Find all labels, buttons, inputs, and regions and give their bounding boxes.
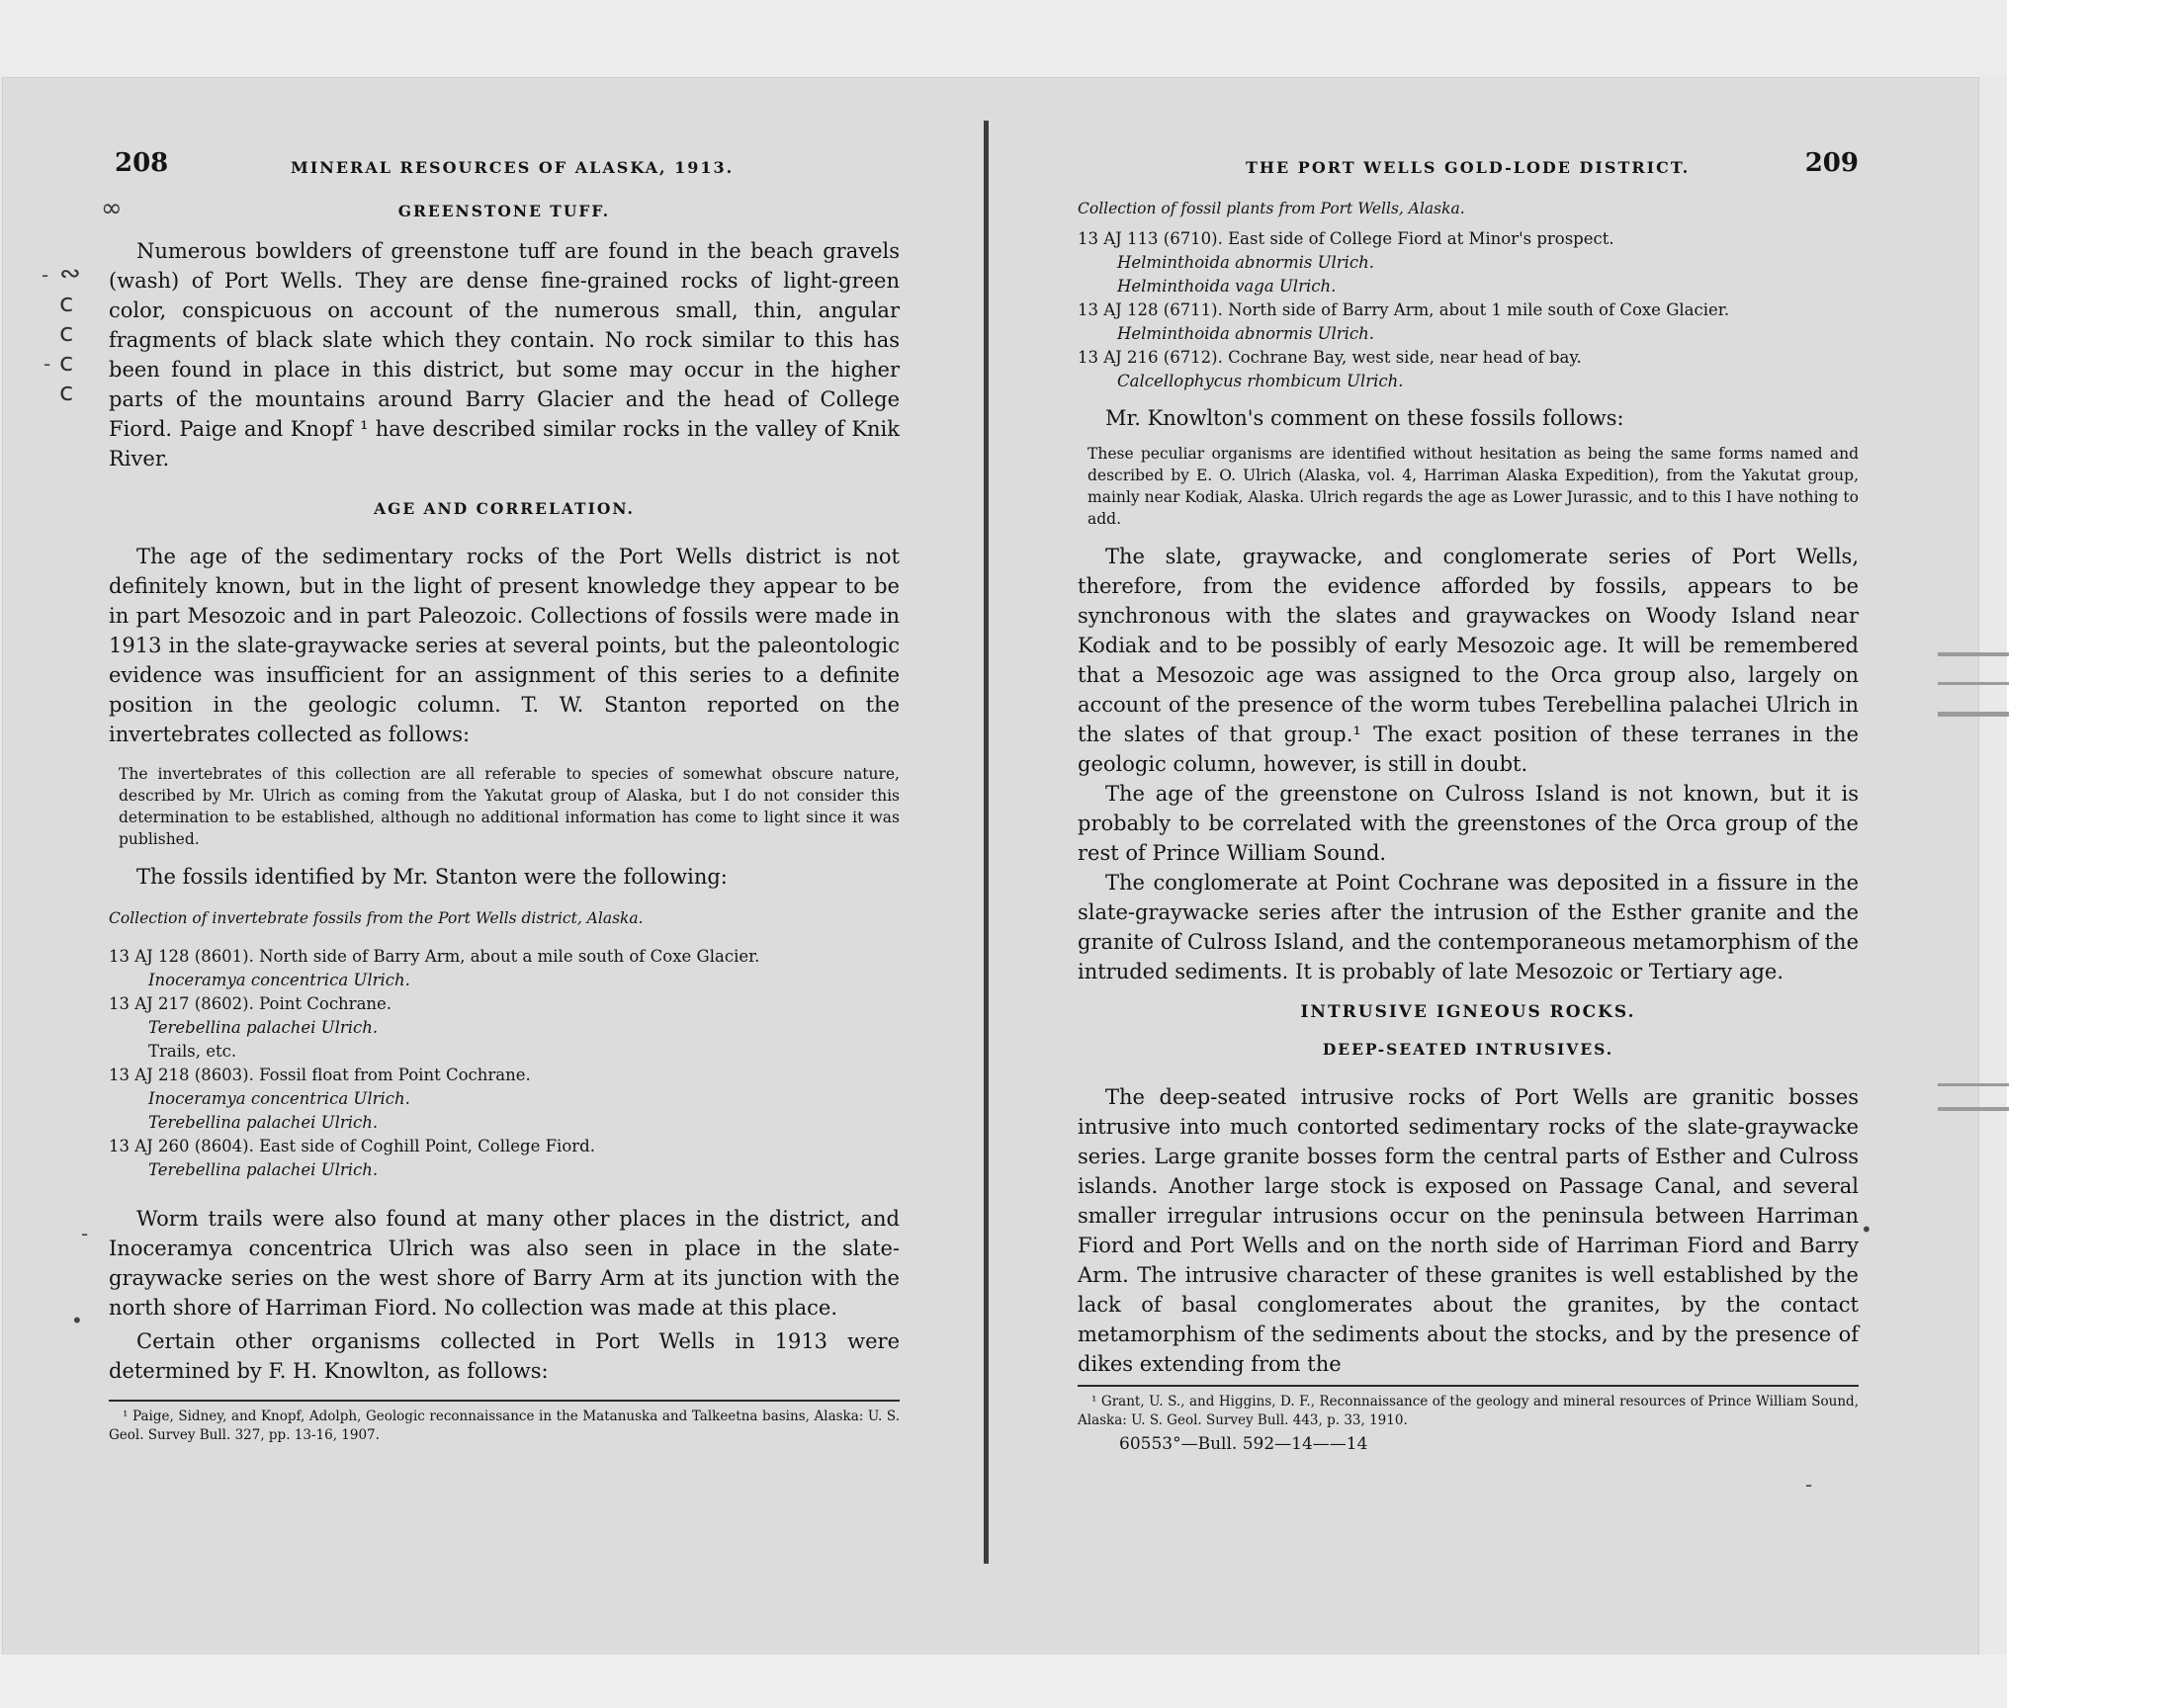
station-line: 13 AJ 113 (6710). East side of College Fiord at Minor's prospect. [1078, 229, 1614, 248]
station-line: 13 AJ 128 (6711). North side of Barry Arm, about 1 mile south of Coxe Glacier. [1078, 300, 1730, 319]
station-line: 13 AJ 217 (8602). Point Cochrane. [109, 994, 392, 1013]
section-heading-deep-seated: DEEP-SEATED INTRUSIVES. [1322, 1040, 1614, 1059]
list-item [1078, 227, 1859, 299]
plant-collection-caption: Collection of fossil plants from Port Wells, Alaska. [1078, 200, 1465, 217]
scan-artifact [1938, 1107, 2009, 1111]
margin-tick: - [1805, 1473, 1813, 1496]
right-running-head [1078, 148, 1859, 192]
left-running-head [109, 148, 900, 192]
scan-bottom-margin [0, 1655, 2007, 1708]
margin-tick: - [81, 1222, 89, 1245]
margin-annotation: c [59, 289, 74, 318]
footnote-grant-higgins: ¹ Grant, U. S., and Higgins, D. F., Reconnaissance of the geology and mineral resources of Prince William Sound, Alaska: U. S. Geol. Survey Bull. 443, p. 33, 1910. [1078, 1394, 1859, 1428]
paragraph-deep-seated-intrusives: The deep-seated intrusive rocks of Port Wells are granitic bosses intrusive into much contorted sedimentary rocks of the slate-graywacke series. Large granite bosses form the central parts of Esther and Culross islands. Another large stock is exposed on Passage Canal, and several smaller irregular intrusions occur on the peninsula between Harriman Fiord and Port Wells and on the north side of Harriman Fiord and Barry Arm. The intrusive character of these granites is well established by the lack of basal conglomerates about the granites, by the contact metamorphism of the sediments about the stocks, and by the presence of dikes extending from the [1078, 1085, 1859, 1376]
margin-annotation: c [59, 348, 74, 378]
species-name: Calcellophycus rhombicum Ulrich. [1117, 372, 1404, 390]
signature-line: 60553°—Bull. 592—14——14 [1119, 1434, 1368, 1454]
section-heading-greenstone-tuff: GREENSTONE TUFF. [397, 202, 611, 220]
list-item [1078, 299, 1859, 346]
margin-tick: • [71, 1309, 83, 1332]
margin-annotation: ∾ [59, 259, 81, 289]
knowlton-intro: Mr. Knowlton's comment on these fossils follows: [1105, 406, 1624, 430]
running-title: THE PORT WELLS GOLD-LODE DISTRICT. [1246, 158, 1691, 177]
left-page [109, 148, 900, 1445]
list-item [109, 1064, 900, 1135]
species-name: Inoceramya concentrica Ulrich. [148, 1089, 410, 1108]
paragraph-point-cochrane: The conglomerate at Point Cochrane was deposited in a fissure in the slate-graywacke series after the intrusion of the Esther granite and the granite of Culross Island, and the contemporaneous metamorphism of the intruded sediments. It is probably of late Mesozoic or Tertiary age. [1078, 871, 1859, 983]
margin-annotation: c [59, 378, 74, 407]
station-line: 13 AJ 216 (6712). Cochrane Bay, west side, near head of bay. [1078, 348, 1582, 367]
gutter-line [984, 121, 989, 1564]
paragraph-culross-greenstone: The age of the greenstone on Culross Island is not known, but it is probably to be correlated with the greenstones of the Orca group of the rest of Prince William Sound. [1078, 782, 1859, 865]
fossils-intro: The fossils identified by Mr. Stanton were the following: [136, 865, 728, 889]
invertebrate-collection-list [109, 945, 900, 1182]
list-item [109, 945, 900, 992]
margin-annotation: ∞ [101, 194, 123, 223]
species-name: Inoceramya concentrica Ulrich. [148, 971, 410, 989]
station-line: 13 AJ 260 (8604). East side of Coghill Point, College Fiord. [109, 1137, 595, 1155]
section-heading-age-correlation: AGE AND CORRELATION. [374, 499, 635, 518]
station-line: 13 AJ 218 (8603). Fossil float from Point Cochrane. [109, 1066, 531, 1084]
extra-note: Trails, etc. [148, 1042, 237, 1061]
plant-collection-list [1078, 227, 1859, 393]
scan-artifact [1938, 712, 2009, 717]
species-name: Helminthoida vaga Ulrich. [1117, 277, 1337, 296]
list-item [109, 1135, 900, 1182]
species-name: Terebellina palachei Ulrich. [148, 1018, 379, 1037]
species-name: Terebellina palachei Ulrich. [148, 1160, 379, 1179]
paragraph-other-organisms: Certain other organisms collected in Port Wells in 1913 were determined by F. H. Knowlton, as follows: [109, 1329, 900, 1383]
species-name: Terebellina palachei Ulrich. [148, 1113, 379, 1132]
page-number: 209 [1804, 148, 1859, 178]
paragraph-age-correlation: The age of the sedimentary rocks of the Port Wells district is not definitely known, but in the light of present knowledge they appear to be in part Mesozoic and in part Paleozoic. Collections of fossils were made in 1913 in the slate-graywacke series at several points, but the paleontologic evidence was insufficient for an assignment of this series to a definite position in the geologic column. T. W. Stanton reported on the invertebrates collected as follows: [109, 545, 900, 746]
knowlton-quote: These peculiar organisms are identified without hesitation as being the same forms named and described by E. O. Ulrich (Alaska, vol. 4, Harriman Alaska Expedition), from the Yakutat group, mainly near Kodiak, Alaska. Ulrich regards the age as Lower Jurassic, and to this I have nothing to add. [1088, 445, 1859, 528]
margin-tick: • [1861, 1218, 1872, 1241]
footnote-paige-knopf: ¹ Paige, Sidney, and Knopf, Adolph, Geologic reconnaissance in the Matanuska and Talkeetna basins, Alaska: U. S. Geol. Survey Bull. 327, pp. 13-16, 1907. [109, 1409, 900, 1443]
margin-tick: - [44, 352, 51, 376]
paragraph-greenstone-tuff: Numerous bowlders of greenstone tuff are found in the beach gravels (wash) of Port Wells. They are dense fine-grained rocks of light-green color, conspicuous on account of the numerous small, thin, angular fragments of black slate which they contain. No rock similar to this has been found in place in this district, but some may occur in the higher parts of the mountains around Barry Glacier and the head of College Fiord. Paige and Knopf ¹ have described similar rocks in the valley of Knik River. [109, 239, 900, 470]
invertebrate-collection-caption: Collection of invertebrate fossils from the Port Wells district, Alaska. [109, 909, 644, 927]
paragraph-worm-trails: Worm trails were also found at many other places in the district, and Inoceramya concentrica Ulrich was also seen in place in the slate-graywacke series on the west shore of Barry Arm at its junction with the north shore of Harriman Fiord. No collection was made at this place. [109, 1207, 900, 1320]
running-title: MINERAL RESOURCES OF ALASKA, 1913. [291, 158, 735, 177]
scan-top-margin [0, 0, 2007, 77]
margin-annotation: c [59, 318, 74, 348]
scan-artifact [1938, 652, 2009, 656]
scan-artifact [1938, 1083, 2009, 1086]
scan-right-margin [2007, 0, 2175, 1708]
margin-tick: - [42, 263, 49, 287]
station-line: 13 AJ 128 (8601). North side of Barry Arm, about a mile south of Coxe Glacier. [109, 947, 760, 966]
species-name: Helminthoida abnormis Ulrich. [1117, 253, 1375, 272]
scan-artifact [1938, 682, 2009, 685]
list-item [1078, 346, 1859, 393]
page-number: 208 [115, 148, 169, 178]
paragraph-series-age: The slate, graywacke, and conglomerate series of Port Wells, therefore, from the evidence afforded by fossils, appears to be synchronous with the slates and graywackes on Woody Island near Kodiak and to be possibly of early Mesozoic age. It will be remembered that a Mesozoic age was assigned to the Orca group also, largely on account of the presence of the worm tubes Terebellina palachei Ulrich in the slates of that group.¹ The exact position of these terranes in the geologic column, however, is still in doubt. [1078, 545, 1859, 776]
list-item [109, 992, 900, 1064]
section-heading-intrusive-igneous: INTRUSIVE IGNEOUS ROCKS. [1300, 1002, 1636, 1022]
right-page [1078, 148, 1859, 1454]
stanton-quote: The invertebrates of this collection are all referable to species of somewhat obscure nature, described by Mr. Ulrich as coming from the Yakutat group of Alaska, but I do not consider this determination to be established, although no additional information has come to light since it was published. [119, 765, 900, 848]
species-name: Helminthoida abnormis Ulrich. [1117, 324, 1375, 343]
